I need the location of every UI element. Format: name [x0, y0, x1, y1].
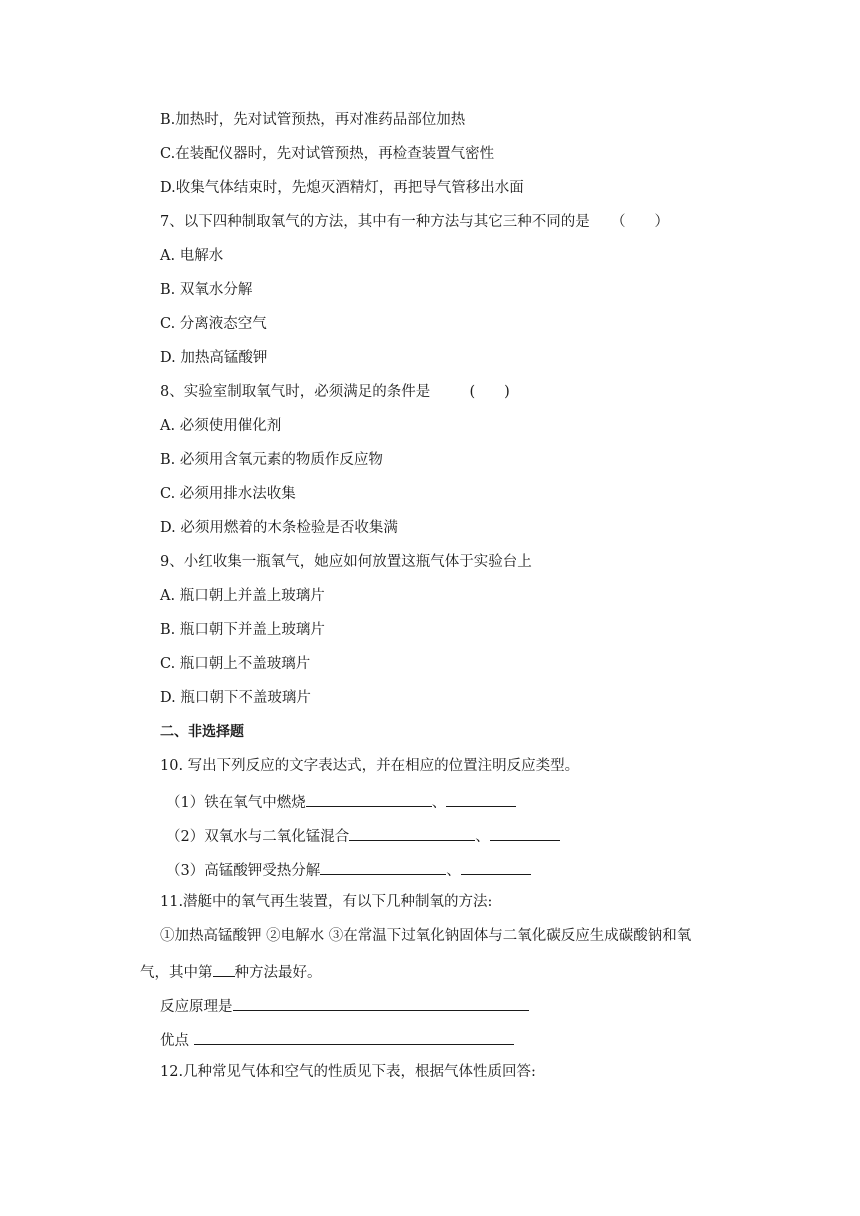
question-12: 12.几种常见气体和空气的性质见下表，根据气体性质回答:: [160, 1064, 536, 1080]
question-7-option-d: D. 加热高锰酸钾: [160, 350, 268, 366]
question-10-item-1-label: （1）铁在氧气中燃烧: [166, 795, 306, 811]
section-heading-non-choice: 二、非选择题: [160, 724, 244, 740]
question-7-option-a: A. 电解水: [160, 248, 224, 264]
answer-blank-reaction-type[interactable]: [461, 858, 531, 875]
answer-blank-advantage[interactable]: [194, 1028, 514, 1045]
question-10-item-2: [166, 824, 560, 847]
question-10: 10. 写出下列反应的文字表达式，并在相应的位置注明反应类型。: [160, 758, 580, 774]
question-10-item-3: [166, 858, 531, 881]
question-11: 11.潜艇中的氧气再生装置，有以下几种制氧的方法:: [160, 894, 493, 910]
question-8-option-d: D. 必须用燃着的木条检验是否收集满: [160, 520, 398, 536]
question-9: 9、小红收集一瓶氧气，她应如何放置这瓶气体于实验台上: [160, 554, 532, 570]
question-10-item-3-label: （3）高锰酸钾受热分解: [166, 863, 321, 879]
question-7-text: 7、以下四种制取氧气的方法，其中有一种方法与其它三种不同的是: [160, 214, 590, 230]
advantage-label: 优点: [160, 1033, 194, 1049]
question-11-cont-b: 种方法最好。: [234, 965, 322, 981]
question-9-option-a: A. 瓶口朝上并盖上玻璃片: [160, 588, 325, 604]
question-11-cont-a: 气，其中第: [140, 965, 213, 981]
question-10-item-2-label: （2）双氧水与二氧化锰混合: [166, 829, 350, 845]
answer-blank-principle[interactable]: [233, 994, 529, 1011]
answer-blank-reaction-type[interactable]: [446, 790, 516, 807]
question-11-advantage: [160, 1028, 514, 1051]
question-8-text: 8、实验室制取氧气时，必须满足的条件是: [160, 384, 431, 400]
answer-blank-method-number[interactable]: [213, 960, 235, 977]
question-7: [160, 212, 669, 232]
question-8-option-b: B. 必须用含氧元素的物质作反应物: [160, 452, 383, 468]
principle-label: 反应原理是: [160, 999, 233, 1015]
answer-blank-reaction-type[interactable]: [490, 824, 560, 841]
question-9-option-d: D. 瓶口朝下不盖玻璃片: [160, 690, 311, 706]
question-8-answer-paren: ( ): [469, 384, 510, 400]
question-11-continuation: [140, 960, 322, 983]
question-8-option-a: A. 必须使用催化剂: [160, 418, 282, 434]
blank-separator: 、: [475, 829, 490, 845]
answer-blank-expression[interactable]: [349, 824, 475, 841]
answer-blank-expression[interactable]: [306, 790, 432, 807]
question-9-option-b: B. 瓶口朝下并盖上玻璃片: [160, 622, 325, 638]
question-7-option-c: C. 分离液态空气: [160, 316, 267, 332]
answer-blank-expression[interactable]: [320, 858, 446, 875]
question-9-option-c: C. 瓶口朝上不盖玻璃片: [160, 656, 311, 672]
question-7-option-b: B. 双氧水分解: [160, 282, 253, 298]
option-b-heating: B.加热时，先对试管预热，再对准药品部位加热: [160, 112, 466, 128]
question-8: [160, 382, 510, 402]
option-d-collection: D.收集气体结束时，先熄灭酒精灯，再把导气管移出水面: [160, 180, 524, 196]
question-10-item-1: [166, 790, 516, 813]
option-c-assembly: C.在装配仪器时，先对试管预热，再检查装置气密性: [160, 146, 495, 162]
question-8-option-c: C. 必须用排水法收集: [160, 486, 296, 502]
blank-separator: 、: [446, 863, 461, 879]
question-11-principle: [160, 994, 529, 1017]
question-11-methods: ①加热高锰酸钾 ②电解水 ③在常温下过氧化钠固体与二氧化碳反应生成碳酸钠和氧: [160, 928, 692, 944]
question-7-answer-paren: （ ）: [610, 214, 669, 230]
blank-separator: 、: [431, 795, 447, 811]
